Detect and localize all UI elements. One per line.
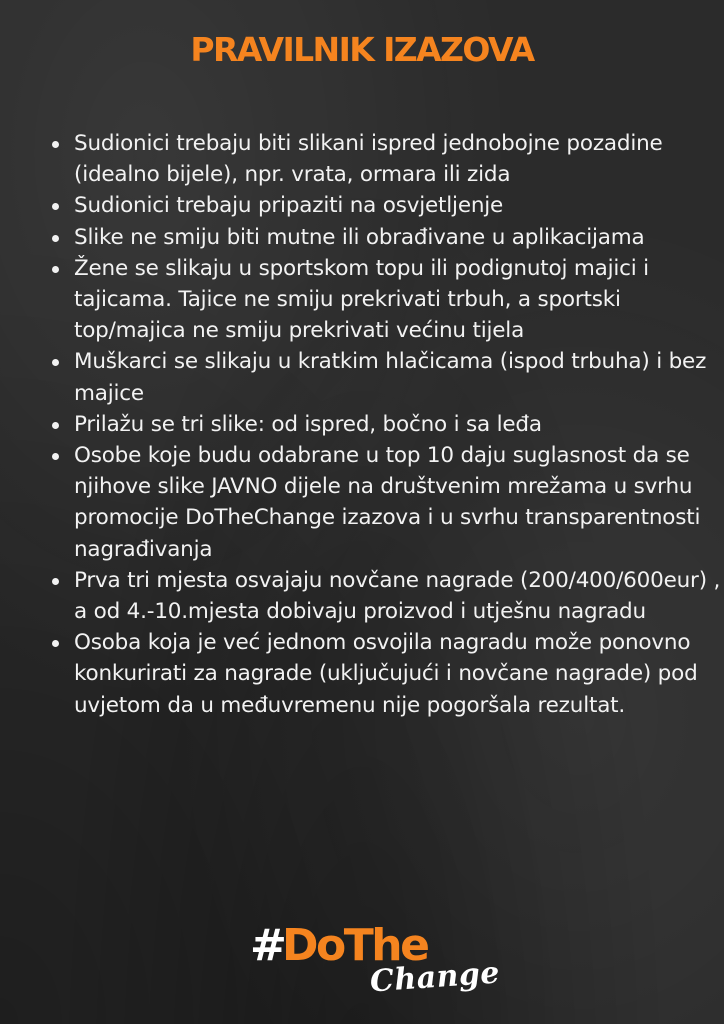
- rule-item: Sudionici trebaju pripaziti na osvjetljenje: [74, 190, 724, 221]
- rule-item: Prilažu se tri slike: od ispred, bočno i sa leđa: [74, 409, 724, 440]
- rule-item: Muškarci se slikaju u kratkim hlačicama (ispod trbuha) i bez majice: [74, 346, 724, 408]
- rule-item: Osobe koje budu odabrane u top 10 daju suglasnost da se njihove slike JAVNO dijele na društvenim mrežama u svrhu promocije DoTheChange izazova i u svrhu transparentnosti nagrađivanja: [74, 440, 724, 565]
- page-title: PRAVILNIK IZAZOVA: [190, 30, 534, 69]
- logo-hash: #: [250, 920, 285, 971]
- rule-item: Žene se slikaju u sportskom topu ili podignutoj majici i tajicama. Tajice ne smiju prekrivati trbuh, a sportski top/majica ne smiju prekrivati većinu tijela: [74, 253, 724, 347]
- dothechange-logo: [250, 920, 502, 1010]
- rules-list: [42, 128, 724, 721]
- logo-wordmark-script: Change: [368, 955, 502, 1000]
- rule-item: Sudionici trebaju biti slikani ispred jednobojne pozadine (idealno bijele), npr. vrata, ormara ili zida: [74, 128, 724, 190]
- rule-item: Osoba koja je već jednom osvojila nagradu može ponovno konkurirati za nagrade (uključujući i novčane nagrade) pod uvjetom da u međuvremenu nije pogoršala rezultat.: [74, 627, 724, 721]
- logo-wordmark-main: DoThe: [282, 920, 428, 971]
- rule-item: Prva tri mjesta osvajaju novčane nagrade (200/400/600eur) , a od 4.-10.mjesta dobivaju proizvod i utješnu nagradu: [74, 565, 724, 627]
- rule-item: Slike ne smiju biti mutne ili obrađivane u aplikacijama: [74, 222, 724, 253]
